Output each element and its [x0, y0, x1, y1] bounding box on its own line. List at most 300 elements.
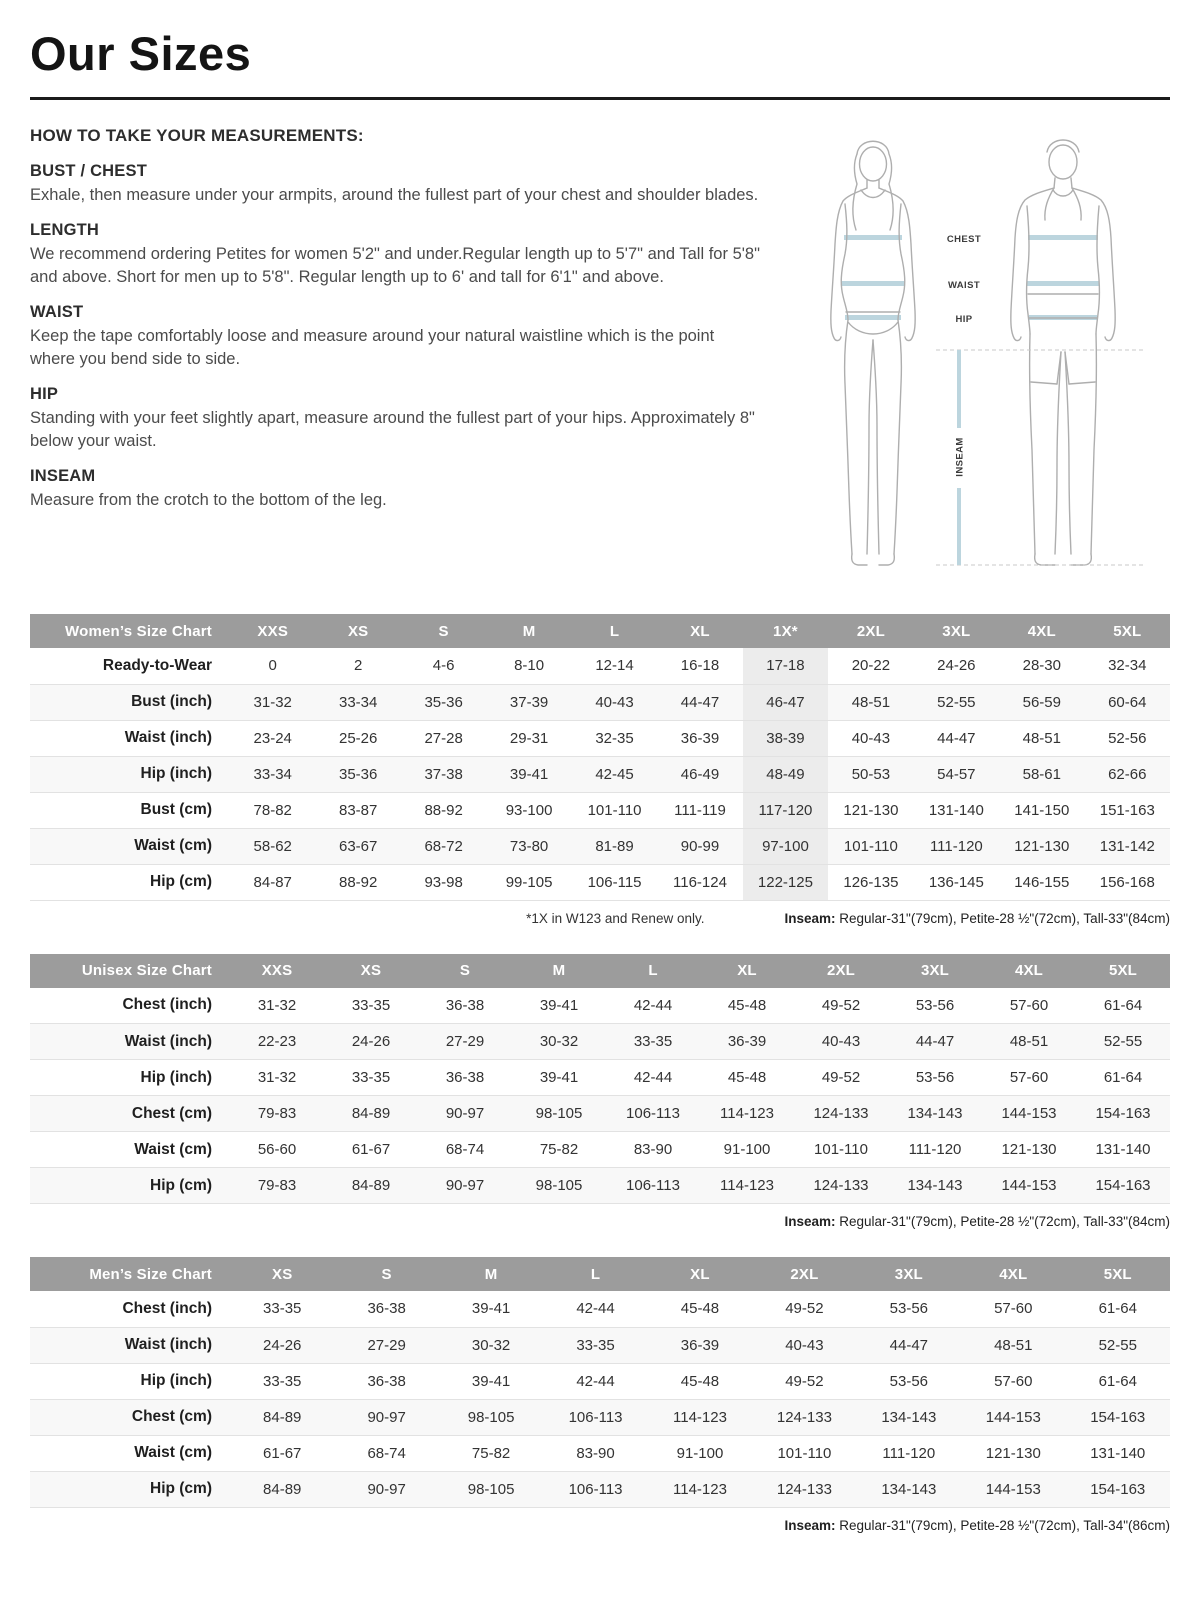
- size-value: 106-113: [626, 1177, 680, 1194]
- size-value: 24-26: [937, 657, 976, 675]
- size-value: 31-32: [257, 1069, 297, 1086]
- size-column-header: S: [334, 1257, 438, 1291]
- size-value: 31-32: [253, 693, 292, 711]
- body-figures-illustration: [788, 126, 1160, 586]
- size-value: 44-47: [889, 1336, 929, 1354]
- size-value: 131-140: [1090, 1444, 1146, 1462]
- inseam-footnote-label: Inseam:: [784, 910, 836, 926]
- guide-length: [30, 221, 760, 288]
- size-column-header: 1X*: [743, 614, 828, 648]
- size-row: [30, 1291, 1170, 1327]
- size-value: 146-155: [1014, 873, 1070, 891]
- size-value: 75-82: [539, 1141, 579, 1158]
- size-value: 33-35: [263, 1372, 302, 1390]
- size-value: 57-60: [1009, 1069, 1049, 1086]
- size-value: 81-89: [595, 837, 634, 855]
- size-value: 141-150: [1014, 801, 1070, 819]
- unisex-size-chart-section: [30, 954, 1170, 1230]
- size-value: 4-6: [432, 657, 455, 675]
- size-value: 17-18: [743, 648, 828, 684]
- guide-waist-text: Keep the tape comfortably loose and measure around your natural waistline which is the point where you bend side to side.: [30, 327, 715, 368]
- table-title: Women’s Size Chart: [30, 614, 230, 648]
- size-value: 23-24: [253, 729, 292, 747]
- womens-inseam-footnote: [784, 911, 1170, 926]
- mens-size-chart-section: [30, 1257, 1170, 1533]
- size-value: 53-56: [889, 1300, 929, 1318]
- size-value: 136-145: [928, 873, 984, 891]
- size-value: 90-97: [367, 1480, 406, 1498]
- size-value: 2: [354, 657, 363, 675]
- size-column-header: 2XL: [752, 1257, 856, 1291]
- size-value: 101-110: [814, 1141, 868, 1158]
- size-value: 121-130: [985, 1444, 1041, 1462]
- size-value: 53-56: [915, 996, 955, 1014]
- size-column-header: 5XL: [1076, 954, 1170, 988]
- row-label: Hip (cm): [150, 873, 212, 890]
- size-value: 61-67: [263, 1444, 302, 1462]
- size-value: 116-124: [673, 873, 727, 891]
- size-value: 49-52: [821, 1069, 861, 1086]
- size-value: 56-59: [1022, 693, 1061, 711]
- size-value: 54-57: [937, 765, 976, 783]
- size-row: [30, 756, 1170, 792]
- size-value: 106-113: [568, 1408, 623, 1426]
- size-value: 83-90: [576, 1444, 615, 1462]
- measurement-lines: [842, 235, 1099, 320]
- size-value: 144-153: [985, 1408, 1041, 1426]
- row-label: Hip (cm): [150, 1176, 212, 1194]
- size-value: 91-100: [723, 1141, 771, 1158]
- size-value: 111-120: [929, 837, 983, 855]
- inseam-footnote-label: Inseam:: [784, 1214, 836, 1229]
- size-value: 36-38: [445, 996, 485, 1014]
- size-value: 90-97: [445, 1105, 485, 1122]
- inseam-footnote-text: Regular-31"(79cm), Petite-28 ½"(72cm), Tall-33"(84cm): [835, 1214, 1170, 1229]
- row-label: Bust (inch): [131, 693, 212, 710]
- size-value: 134-143: [907, 1105, 963, 1122]
- womens-size-chart-table: [30, 614, 1170, 901]
- mens-footnotes: [30, 1518, 1170, 1533]
- size-value: 53-56: [915, 1069, 955, 1086]
- size-value: 33-35: [576, 1336, 615, 1354]
- size-value: 121-130: [1014, 837, 1070, 855]
- size-value: 42-44: [633, 996, 673, 1014]
- size-value: 33-35: [351, 1069, 391, 1086]
- size-value: 154-163: [1090, 1480, 1146, 1498]
- size-value: 33-35: [633, 1033, 673, 1050]
- size-column-header: S: [401, 614, 486, 648]
- size-value: 114-123: [673, 1480, 727, 1498]
- guide-hip-text: Standing with your feet slightly apart, measure around the fullest part of your hips. Approximately 8" below your waist.: [30, 409, 755, 450]
- size-row: [30, 792, 1170, 828]
- size-column-header: XL: [700, 954, 794, 988]
- size-value: 101-110: [587, 801, 642, 819]
- size-value: 58-61: [1022, 765, 1061, 783]
- size-value: 37-39: [509, 693, 549, 711]
- size-value: 114-123: [720, 1105, 774, 1122]
- size-value: 36-38: [445, 1069, 485, 1086]
- size-value: 131-142: [1099, 837, 1155, 855]
- size-value: 60-64: [1108, 693, 1147, 711]
- size-row: [30, 720, 1170, 756]
- size-value: 106-113: [626, 1105, 680, 1122]
- size-value: 24-26: [263, 1336, 302, 1354]
- size-row: [30, 684, 1170, 720]
- size-value: 25-26: [338, 729, 378, 747]
- size-row: [30, 828, 1170, 864]
- unisex-size-chart-table: [30, 954, 1170, 1205]
- size-value: 33-34: [253, 765, 292, 783]
- size-value: 45-48: [680, 1372, 720, 1390]
- size-column-header: 3XL: [857, 1257, 961, 1291]
- size-value: 31-32: [257, 996, 297, 1014]
- guide-bust-chest-title: BUST / CHEST: [30, 162, 147, 180]
- size-row: [30, 1024, 1170, 1060]
- size-value: 106-113: [568, 1480, 623, 1498]
- size-value: 78-82: [253, 801, 292, 819]
- size-value: 30-32: [539, 1033, 579, 1050]
- measurement-guide: [30, 126, 1170, 586]
- size-value: 44-47: [680, 693, 720, 711]
- size-value: 52-55: [1098, 1336, 1137, 1354]
- size-value: 45-48: [680, 1300, 720, 1318]
- size-value: 42-44: [633, 1069, 673, 1086]
- size-value: 68-72: [424, 837, 463, 855]
- size-value: 83-87: [338, 801, 378, 819]
- size-value: 97-100: [743, 828, 828, 864]
- size-value: 30-32: [471, 1336, 511, 1354]
- size-value: 32-35: [595, 729, 634, 747]
- size-value: 45-48: [727, 996, 767, 1014]
- size-value: 84-89: [263, 1480, 302, 1498]
- footnote-1x-note: *1X in W123 and Renew only.: [526, 910, 705, 926]
- size-column-header: XL: [648, 1257, 752, 1291]
- size-value: 111-120: [882, 1444, 936, 1462]
- size-value: 33-35: [351, 996, 391, 1014]
- size-value: 12-14: [595, 657, 634, 675]
- size-value: 98-105: [535, 1177, 583, 1194]
- size-column-header: 5XL: [1066, 1257, 1171, 1291]
- size-value: 117-120: [743, 792, 828, 828]
- size-value: 36-39: [680, 729, 720, 747]
- size-row: [30, 1435, 1170, 1471]
- size-value: 121-130: [1001, 1141, 1057, 1158]
- size-value: 124-133: [776, 1480, 832, 1498]
- row-label: Waist (cm): [134, 837, 212, 854]
- size-value: 75-82: [471, 1444, 511, 1462]
- size-value: 63-67: [338, 837, 378, 855]
- size-value: 49-52: [785, 1300, 824, 1318]
- womens-footnotes: [30, 911, 1170, 926]
- size-value: 40-43: [821, 1033, 861, 1050]
- row-label: Waist (inch): [124, 1032, 212, 1050]
- row-label: Waist (inch): [124, 729, 212, 746]
- row-label: Waist (inch): [124, 1336, 212, 1353]
- size-value: 62-66: [1108, 765, 1147, 783]
- size-value: 98-105: [467, 1408, 515, 1426]
- size-value: 57-60: [994, 1372, 1033, 1390]
- size-row: [30, 1060, 1170, 1096]
- size-value: 90-99: [680, 837, 720, 855]
- row-label: Chest (inch): [122, 996, 212, 1014]
- guide-inseam-text: Measure from the crotch to the bottom of the leg.: [30, 491, 387, 510]
- row-label: Hip (inch): [140, 1068, 212, 1086]
- size-value: 36-38: [367, 1372, 406, 1390]
- size-value: 36-38: [367, 1300, 406, 1318]
- size-column-header: XXS: [230, 614, 315, 648]
- unisex-footnotes: [30, 1214, 1170, 1229]
- size-value: 134-143: [881, 1480, 937, 1498]
- woman-figure: [831, 141, 915, 565]
- size-value: 93-98: [424, 873, 463, 891]
- row-label: Waist (cm): [134, 1444, 212, 1461]
- size-value: 106-115: [587, 873, 642, 891]
- guide-heading: HOW TO TAKE YOUR MEASUREMENTS:: [30, 126, 364, 145]
- size-value: 114-123: [673, 1408, 727, 1426]
- size-value: 35-36: [338, 765, 378, 783]
- row-label: Ready-to-Wear: [102, 656, 212, 674]
- size-value: 122-125: [743, 864, 828, 900]
- table-title: Unisex Size Chart: [30, 954, 230, 988]
- guide-bust-chest-text: Exhale, then measure under your armpits, around the fullest part of your chest and shoulder blades.: [30, 186, 759, 204]
- size-value: 83-90: [633, 1141, 673, 1158]
- size-row: [30, 1471, 1170, 1507]
- size-value: 22-23: [257, 1033, 297, 1050]
- measurement-instructions: [30, 126, 760, 586]
- size-value: 52-56: [1108, 729, 1147, 747]
- diagram-labels: [947, 234, 981, 477]
- size-value: 0: [268, 657, 277, 675]
- size-column-header: XS: [230, 1257, 334, 1291]
- size-row: [30, 648, 1170, 684]
- row-label: Chest (cm): [131, 1104, 212, 1122]
- guide-length-text: We recommend ordering Petites for women 5'2" and under.Regular length up to 5'7" and Tall for 5'8" and above. Short for men up to 5'8". Regular length up to 6' and tall for 6'1" and above.: [30, 245, 760, 286]
- waist-label: WAIST: [947, 280, 981, 291]
- size-column-header: 3XL: [914, 614, 999, 648]
- hip-label: HIP: [955, 314, 973, 325]
- size-value: 126-135: [843, 873, 899, 891]
- size-guide-page: [30, 26, 1170, 1533]
- guide-waist-title: WAIST: [30, 303, 84, 322]
- size-value: 93-100: [505, 801, 553, 819]
- size-value: 33-35: [263, 1300, 302, 1318]
- size-value: 40-43: [595, 693, 634, 711]
- size-value: 27-29: [445, 1033, 485, 1050]
- size-value: 121-130: [843, 801, 899, 819]
- size-column-header: 3XL: [888, 954, 982, 988]
- size-value: 84-89: [351, 1105, 391, 1122]
- size-column-header: 4XL: [982, 954, 1076, 988]
- size-value: 48-51: [851, 693, 891, 711]
- size-value: 151-163: [1099, 801, 1155, 819]
- size-value: 39-41: [539, 1069, 579, 1086]
- size-value: 131-140: [1095, 1141, 1151, 1158]
- size-value: 36-39: [680, 1336, 720, 1354]
- guide-bust-chest: [30, 162, 760, 206]
- size-row: [30, 988, 1170, 1024]
- mens-inseam-footnote: [784, 1518, 1170, 1533]
- size-value: 84-89: [351, 1177, 391, 1194]
- size-value: 144-153: [1001, 1105, 1057, 1122]
- table-title: Men’s Size Chart: [30, 1257, 230, 1291]
- size-value: 33-34: [338, 693, 378, 711]
- size-value: 111-119: [674, 801, 726, 819]
- guide-inseam: [30, 467, 760, 511]
- guide-length-title: LENGTH: [30, 221, 100, 240]
- size-value: 98-105: [467, 1480, 515, 1498]
- size-value: 57-60: [994, 1300, 1033, 1318]
- size-value: 114-123: [720, 1177, 774, 1194]
- size-value: 61-67: [351, 1141, 391, 1158]
- size-value: 53-56: [889, 1372, 929, 1390]
- size-value: 44-47: [937, 729, 976, 747]
- size-column-header: 5XL: [1085, 614, 1170, 648]
- size-column-header: 2XL: [794, 954, 888, 988]
- size-value: 98-105: [535, 1105, 583, 1122]
- size-value: 42-44: [576, 1300, 615, 1318]
- size-value: 52-55: [937, 693, 976, 711]
- size-column-header: XXS: [230, 954, 324, 988]
- size-value: 68-74: [367, 1444, 406, 1462]
- size-value: 37-38: [424, 765, 463, 783]
- size-value: 131-140: [928, 801, 984, 819]
- size-column-header: M: [439, 1257, 543, 1291]
- size-value: 46-49: [680, 765, 720, 783]
- guide-hip: [30, 385, 760, 452]
- size-value: 61-64: [1098, 1300, 1137, 1318]
- size-value: 42-44: [576, 1372, 615, 1390]
- size-value: 58-62: [253, 837, 292, 855]
- size-value: 27-29: [367, 1336, 406, 1354]
- size-value: 79-83: [257, 1177, 297, 1194]
- size-value: 27-28: [424, 729, 463, 747]
- guide-inseam-title: INSEAM: [30, 467, 96, 486]
- row-label: Hip (inch): [140, 1372, 212, 1389]
- size-value: 134-143: [881, 1408, 937, 1426]
- size-value: 90-97: [445, 1177, 485, 1194]
- size-value: 48-51: [1009, 1033, 1049, 1050]
- size-value: 124-133: [813, 1177, 869, 1194]
- size-value: 39-41: [471, 1300, 511, 1318]
- size-value: 91-100: [676, 1444, 724, 1462]
- size-value: 61-64: [1103, 996, 1143, 1014]
- size-column-header: M: [486, 614, 571, 648]
- size-value: 39-41: [539, 996, 579, 1014]
- size-value: 101-110: [843, 837, 898, 855]
- size-value: 111-120: [908, 1141, 962, 1158]
- row-label: Hip (cm): [150, 1480, 212, 1497]
- size-value: 49-52: [821, 996, 861, 1014]
- size-value: 50-53: [851, 765, 891, 783]
- size-value: 90-97: [367, 1408, 406, 1426]
- row-label: Hip (inch): [140, 765, 212, 782]
- chest-label: CHEST: [946, 234, 982, 245]
- size-value: 28-30: [1022, 657, 1061, 675]
- title-divider: [30, 97, 1170, 100]
- size-column-header: M: [512, 954, 606, 988]
- size-value: 101-110: [777, 1444, 832, 1462]
- size-value: 73-80: [509, 837, 549, 855]
- inseam-footnote-text: Regular-31"(79cm), Petite-28 ½"(72cm), Tall-34"(86cm): [835, 1517, 1170, 1533]
- size-row: [30, 1132, 1170, 1168]
- size-column-header: 2XL: [828, 614, 913, 648]
- size-value: 38-39: [743, 720, 828, 756]
- size-value: 124-133: [776, 1408, 832, 1426]
- size-row: [30, 1363, 1170, 1399]
- size-column-header: 4XL: [999, 614, 1084, 648]
- size-value: 49-52: [785, 1372, 824, 1390]
- size-value: 36-39: [727, 1033, 767, 1050]
- size-row: [30, 1168, 1170, 1204]
- mens-size-chart-table: [30, 1257, 1170, 1508]
- size-value: 61-64: [1098, 1372, 1137, 1390]
- size-value: 88-92: [338, 873, 378, 891]
- size-value: 35-36: [424, 693, 463, 711]
- size-column-header: 4XL: [961, 1257, 1065, 1291]
- size-value: 154-163: [1095, 1105, 1151, 1122]
- size-value: 144-153: [1001, 1177, 1057, 1194]
- row-label: Waist (cm): [134, 1140, 212, 1158]
- size-row: [30, 1327, 1170, 1363]
- guide-waist: [30, 303, 760, 370]
- size-value: 40-43: [851, 729, 891, 747]
- womens-size-chart-section: [30, 614, 1170, 926]
- unisex-inseam-footnote: [784, 1214, 1170, 1229]
- inseam-vertical-label: INSEAM: [954, 437, 966, 477]
- measurement-diagram: [778, 126, 1170, 586]
- inseam-footnote-label: Inseam:: [784, 1517, 836, 1533]
- size-value: 45-48: [727, 1069, 767, 1086]
- size-column-header: XL: [657, 614, 742, 648]
- size-value: 48-51: [994, 1336, 1033, 1354]
- row-label: Chest (cm): [131, 1408, 212, 1425]
- size-column-header: S: [418, 954, 512, 988]
- size-value: 52-55: [1103, 1033, 1143, 1050]
- row-label: Chest (inch): [122, 1299, 212, 1317]
- size-value: 29-31: [509, 729, 549, 747]
- page-title: Our Sizes: [30, 27, 252, 80]
- size-value: 39-41: [471, 1372, 511, 1390]
- size-column-header: XS: [315, 614, 400, 648]
- size-value: 42-45: [595, 765, 634, 783]
- size-value: 48-51: [1022, 729, 1061, 747]
- size-value: 99-105: [505, 873, 553, 891]
- guide-hip-title: HIP: [30, 385, 59, 404]
- size-value: 40-43: [785, 1336, 824, 1354]
- size-value: 68-74: [445, 1141, 485, 1158]
- man-figure: [1011, 140, 1115, 565]
- size-value: 56-60: [257, 1141, 297, 1158]
- size-value: 32-34: [1108, 657, 1147, 675]
- size-column-header: L: [606, 954, 700, 988]
- size-value: 84-89: [263, 1408, 302, 1426]
- size-value: 144-153: [985, 1480, 1041, 1498]
- size-value: 134-143: [907, 1177, 963, 1194]
- size-column-header: XS: [324, 954, 418, 988]
- size-value: 39-41: [509, 765, 549, 783]
- size-value: 20-22: [851, 657, 891, 675]
- size-value: 61-64: [1103, 1069, 1143, 1086]
- size-value: 8-10: [514, 657, 545, 675]
- inseam-footnote-text: Regular-31"(79cm), Petite-28 ½"(72cm), Tall-33"(84cm): [835, 910, 1170, 926]
- size-value: 124-133: [813, 1105, 869, 1122]
- size-value: 46-47: [743, 684, 828, 720]
- size-value: 154-163: [1090, 1408, 1146, 1426]
- size-row: [30, 864, 1170, 900]
- size-value: 24-26: [351, 1033, 391, 1050]
- size-value: 57-60: [1009, 996, 1049, 1014]
- size-value: 48-49: [743, 756, 828, 792]
